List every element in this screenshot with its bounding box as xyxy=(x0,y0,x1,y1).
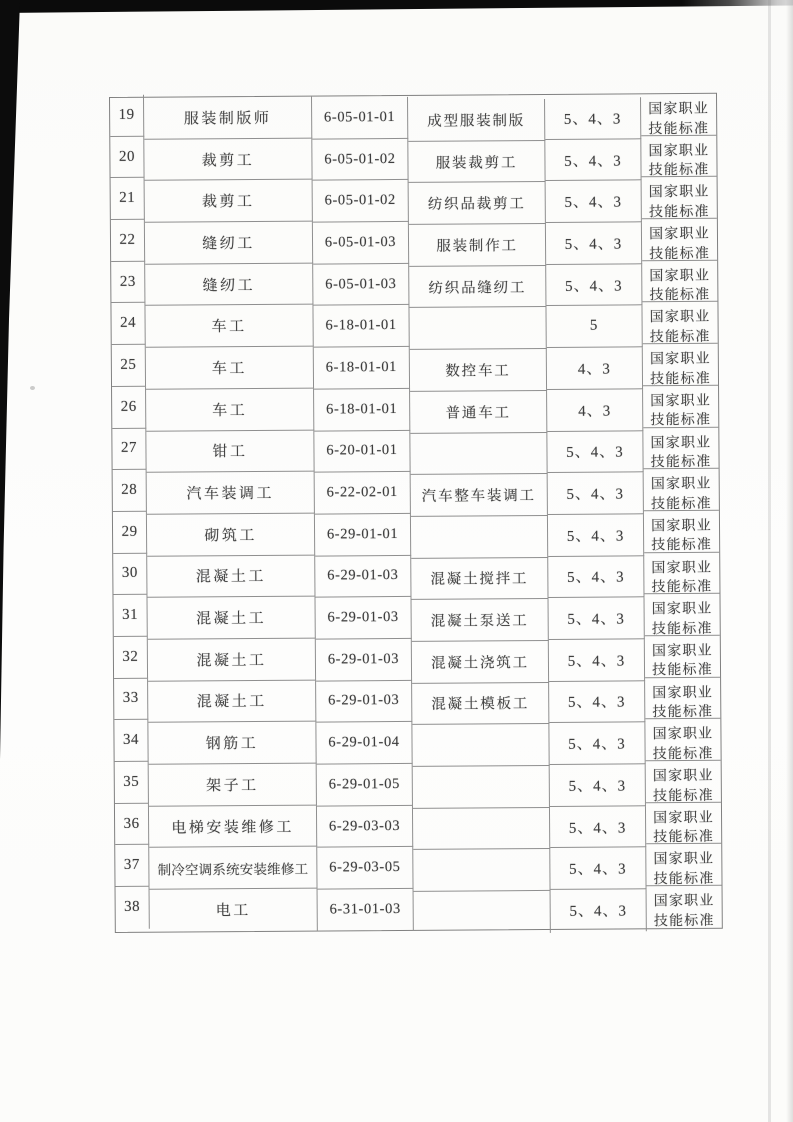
row-number-cell: 26 xyxy=(112,387,146,429)
occupation-code-cell: 6-29-01-04 xyxy=(316,722,412,764)
levels-cell: 4、3 xyxy=(547,347,643,389)
occupation-table xyxy=(109,93,723,933)
standard-text: 国家职业技能标准 xyxy=(650,435,712,471)
occupation-name-cell: 混凝土工 xyxy=(148,639,316,682)
standard-text: 国家职业技能标准 xyxy=(648,185,710,221)
scan-line-right xyxy=(768,0,771,1122)
specialty-cell xyxy=(414,891,551,934)
levels-cell: 5、4、3 xyxy=(550,848,646,890)
specialty-cell xyxy=(412,724,549,767)
levels-cell: 4、3 xyxy=(547,389,643,431)
row-number-cell: 31 xyxy=(113,595,147,637)
specialty-cell: 混凝土泵送工 xyxy=(412,599,549,642)
levels-cell: 5 xyxy=(546,306,642,348)
specialty-cell: 混凝土模板工 xyxy=(412,683,549,726)
standard-text: 国家职业技能标准 xyxy=(652,768,714,804)
row-number-cell: 23 xyxy=(111,262,145,304)
occupation-name-cell: 混凝土工 xyxy=(147,555,315,598)
row-number-cell: 38 xyxy=(116,887,150,929)
specialty-cell xyxy=(413,849,550,892)
standard-text: 国家职业技能标准 xyxy=(651,602,713,637)
standard-text: 国家职业技能标准 xyxy=(653,893,715,929)
row-number-cell: 33 xyxy=(114,678,148,720)
occupation-code-cell: 6-29-03-03 xyxy=(317,806,413,848)
standard-cell xyxy=(645,677,720,719)
specialty-cell xyxy=(413,766,550,809)
occupation-code-cell: 6-29-01-03 xyxy=(316,597,412,639)
specialty-cell: 混凝土浇筑工 xyxy=(412,641,549,684)
standard-text: 国家职业技能标准 xyxy=(649,226,711,262)
occupation-name-cell: 钳工 xyxy=(146,430,314,473)
row-number-cell: 27 xyxy=(112,428,146,470)
standard-text: 国家职业技能标准 xyxy=(651,560,713,596)
standard-cell xyxy=(644,469,719,511)
occupation-name-cell: 架子工 xyxy=(149,764,317,807)
scan-edge-top xyxy=(0,0,793,13)
occupation-name-cell: 缝纫工 xyxy=(145,222,313,265)
standard-cell xyxy=(645,636,720,678)
standard-text: 国家职业技能标准 xyxy=(650,476,712,512)
specialty-cell: 汽车整车装调工 xyxy=(411,474,548,517)
occupation-name-cell: 汽车装调工 xyxy=(147,472,315,515)
levels-cell: 5、4、3 xyxy=(550,764,646,806)
standard-text: 国家职业技能标准 xyxy=(649,310,711,346)
levels-cell: 5、4、3 xyxy=(549,681,645,723)
standard-text: 国家职业技能标准 xyxy=(651,518,713,554)
levels-cell: 5、4、3 xyxy=(546,264,642,306)
occupation-code-cell: 6-29-01-03 xyxy=(315,555,411,597)
standard-text: 国家职业技能标准 xyxy=(652,727,714,763)
standard-cell xyxy=(646,761,721,803)
occupation-code-cell: 6-05-01-01 xyxy=(312,97,408,139)
specialty-cell: 纺织品缝纫工 xyxy=(409,266,546,309)
occupation-name-cell: 混凝土工 xyxy=(148,680,316,723)
standard-text: 国家职业技能标准 xyxy=(653,852,715,888)
occupation-code-cell: 6-29-01-03 xyxy=(316,639,412,681)
occupation-name-cell: 车工 xyxy=(146,347,314,390)
occupation-code-cell: 6-29-03-05 xyxy=(317,847,413,889)
specialty-cell: 普通车工 xyxy=(410,391,547,434)
occupation-name-cell: 裁剪工 xyxy=(144,138,312,181)
row-number-cell: 20 xyxy=(110,136,144,178)
levels-cell: 5、4、3 xyxy=(551,889,647,931)
levels-cell: 5、4、3 xyxy=(545,139,641,181)
standard-cell xyxy=(646,802,721,844)
occupation-code-cell: 6-22-02-01 xyxy=(315,472,411,514)
occupation-name-cell: 服装制版师 xyxy=(144,97,312,140)
standard-text: 国家职业技能标准 xyxy=(649,268,711,304)
standard-cell xyxy=(644,552,719,594)
row-number-cell: 28 xyxy=(113,470,147,512)
scan-shadow-right xyxy=(786,0,793,1122)
occupation-name-cell: 缝纫工 xyxy=(145,263,313,306)
levels-cell: 5、4、3 xyxy=(546,181,642,223)
occupation-name-cell: 裁剪工 xyxy=(145,180,313,223)
standard-cell xyxy=(643,386,718,428)
standard-cell xyxy=(642,177,717,219)
standard-text: 国家职业技能标准 xyxy=(651,643,713,679)
occupation-code-cell: 6-31-01-03 xyxy=(318,889,414,931)
occupation-name-cell: 钢筋工 xyxy=(148,722,316,765)
standard-cell xyxy=(641,94,716,136)
occupation-name-cell: 车工 xyxy=(146,388,314,431)
occupation-code-cell: 6-29-01-05 xyxy=(317,764,413,806)
standard-cell xyxy=(645,719,720,761)
scan-speck xyxy=(30,386,35,390)
standard-text: 国家职业技能标准 xyxy=(650,393,712,429)
standard-cell xyxy=(642,219,717,261)
standard-text: 国家职业技能标准 xyxy=(648,143,710,179)
standard-cell xyxy=(641,135,716,177)
levels-cell: 5、4、3 xyxy=(549,723,645,765)
levels-cell: 5、4、3 xyxy=(550,806,646,848)
occupation-code-cell: 6-05-01-02 xyxy=(312,139,408,181)
levels-cell: 5、4、3 xyxy=(549,639,645,681)
occupation-name-cell: 砌筑工 xyxy=(147,513,315,556)
specialty-cell: 服装制作工 xyxy=(409,224,546,267)
standard-text: 国家职业技能标准 xyxy=(649,351,711,387)
standard-text: 国家职业技能标准 xyxy=(648,101,710,137)
levels-cell: 5、4、3 xyxy=(546,222,642,264)
standard-cell xyxy=(643,427,718,469)
specialty-cell xyxy=(413,808,550,851)
occupation-code-cell: 6-20-01-01 xyxy=(314,430,410,472)
scan-edge-left xyxy=(0,0,20,760)
occupation-code-cell: 6-18-01-01 xyxy=(313,305,409,347)
levels-cell: 5、4、3 xyxy=(548,472,644,514)
occupation-name-cell: 电工 xyxy=(150,889,318,932)
row-number-cell: 19 xyxy=(110,95,144,137)
standard-cell xyxy=(643,344,718,386)
occupation-name-cell: 制冷空调系统安装维修工 xyxy=(149,847,317,890)
specialty-cell: 混凝土搅拌工 xyxy=(411,558,548,601)
occupation-code-cell: 6-05-01-02 xyxy=(313,180,409,222)
standard-cell xyxy=(642,261,717,303)
occupation-code-cell: 6-05-01-03 xyxy=(313,222,409,264)
specialty-cell xyxy=(409,307,546,350)
row-number-cell: 30 xyxy=(113,553,147,595)
standard-cell xyxy=(647,886,722,928)
standard-cell xyxy=(646,844,721,886)
specialty-cell: 服装裁剪工 xyxy=(408,141,545,184)
levels-cell: 5、4、3 xyxy=(548,514,644,556)
occupation-code-cell: 6-29-01-03 xyxy=(316,681,412,723)
levels-cell: 5、4、3 xyxy=(545,97,641,139)
levels-cell: 5、4、3 xyxy=(547,431,643,473)
row-number-cell: 29 xyxy=(113,512,147,554)
occupation-code-cell: 6-18-01-01 xyxy=(314,347,410,389)
specialty-cell: 成型服装制版 xyxy=(408,99,545,142)
levels-cell: 5、4、3 xyxy=(549,598,645,640)
row-number-cell: 25 xyxy=(112,345,146,387)
standard-text: 国家职业技能标准 xyxy=(653,810,715,846)
row-number-cell: 22 xyxy=(111,220,145,262)
occupation-code-cell: 6-29-01-01 xyxy=(315,514,411,556)
occupation-name-cell: 混凝土工 xyxy=(147,597,315,640)
specialty-cell xyxy=(411,516,548,559)
levels-cell: 5、4、3 xyxy=(548,556,644,598)
occupation-name-cell: 电梯安装维修工 xyxy=(149,805,317,848)
occupation-name-cell: 车工 xyxy=(145,305,313,348)
row-number-cell: 35 xyxy=(115,762,149,804)
row-number-cell: 34 xyxy=(114,720,148,762)
occupation-code-cell: 6-05-01-03 xyxy=(313,264,409,306)
row-number-cell: 32 xyxy=(114,637,148,679)
row-number-cell: 24 xyxy=(111,303,145,345)
specialty-cell: 纺织品裁剪工 xyxy=(409,182,546,225)
standard-text: 国家职业技能标准 xyxy=(652,685,714,721)
standard-cell xyxy=(644,594,719,636)
row-number-cell: 36 xyxy=(115,803,149,845)
row-number-cell: 37 xyxy=(115,845,149,887)
specialty-cell: 数控车工 xyxy=(410,349,547,392)
occupation-code-cell: 6-18-01-01 xyxy=(314,389,410,431)
specialty-cell xyxy=(410,432,547,475)
row-number-cell: 21 xyxy=(111,178,145,220)
standard-cell xyxy=(642,302,717,344)
standard-cell xyxy=(644,511,719,553)
